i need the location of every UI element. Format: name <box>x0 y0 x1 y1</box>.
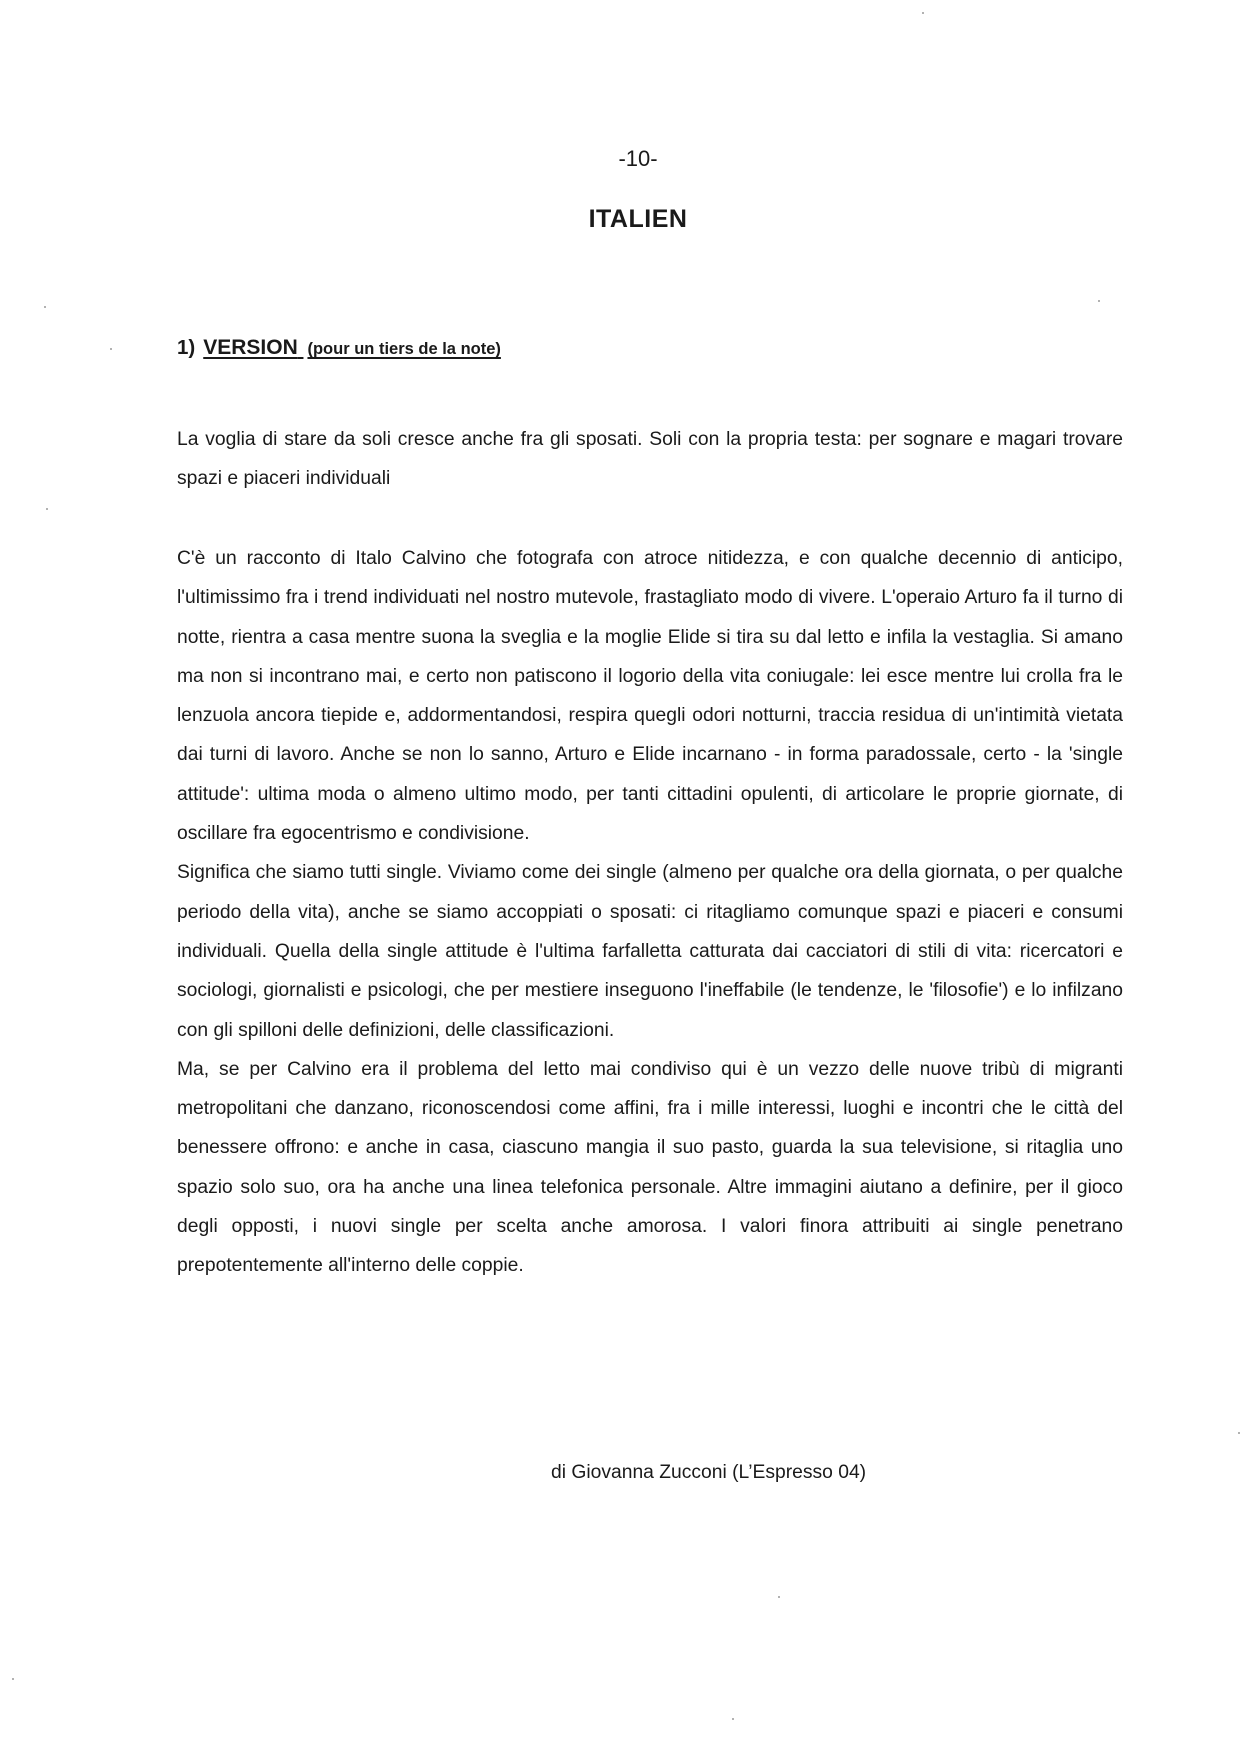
page-number: -10- <box>618 146 658 171</box>
scan-speck <box>1098 300 1100 302</box>
scan-speck <box>44 306 46 308</box>
subject-title: ITALIEN <box>588 205 688 233</box>
section-number: 1) <box>177 336 196 359</box>
article-body <box>177 539 1123 1286</box>
scan-speck <box>732 1718 734 1720</box>
scan-speck <box>46 508 48 510</box>
scan-speck <box>12 1678 14 1680</box>
body-paragraph: Ma, se per Calvino era il problema del letto mai condiviso qui è un vezzo delle nuove tribù di migranti metropolitani che danzano, riconoscendosi come affini, fra i mille interessi, luoghi e incontri che le città del benessere offrono: e anche in casa, ciascuno mangia il suo pasto, guarda la sua televisione, si ritaglia uno spazio solo suo, ora ha anche una linea telefonica personale. Altre immagini aiutano a definire, per il gioco degli opposti, i nuovi single per scelta anche amorosa. I valori finora attribuiti ai single penetrano prepotentemente all'interno delle coppie. <box>177 1058 1123 1277</box>
section-heading <box>177 336 501 360</box>
section-title-underlined <box>203 336 501 359</box>
author-signature: di Giovanna Zucconi (L’Espresso 04) <box>551 1462 867 1483</box>
section-subtitle: (pour un tiers de la note) <box>307 340 501 358</box>
intro-paragraph <box>177 420 1123 499</box>
scan-speck <box>778 1596 780 1598</box>
scan-speck <box>1238 1432 1240 1434</box>
scan-speck <box>922 12 924 14</box>
section-title: VERSION <box>203 336 298 359</box>
scan-speck <box>110 348 112 350</box>
body-paragraph: Significa che siamo tutti single. Viviamo come dei single (almeno per qualche ora della giornata, o per qualche periodo della vita), anche se siamo accoppiati o sposati: ci ritagliamo comunque spazi e piaceri e consumi individuali. Quella della single attitude è l'ultima farfalletta catturata dai cacciatori di stili di vita: ricercatori e sociologi, giornalisti e psicologi, che per mestiere inseguono l'ineffabile (le tendenze, le 'filosofie') e lo infilzano con gli spilloni delle definizioni, delle classificazioni. <box>177 862 1123 1041</box>
body-paragraph: C'è un racconto di Italo Calvino che fotografa con atroce nitidezza, e con qualche decennio di anticipo, l'ultimissimo fra i trend individuati nel nostro mutevole, frastagliato modo di vivere. L'operaio Arturo fa il turno di notte, rientra a casa mentre suona la sveglia e la moglie Elide si tira su dal letto e infila la vestaglia. Si amano ma non si incontrano mai, e certo non patiscono il logorio della vita coniugale: lei esce mentre lui crolla fra le lenzuola ancora tiepide e, addormentandosi, respira quegli odori notturni, traccia residua di un'intimità vietata dai turni di lavoro. Anche se non lo sanno, Arturo e Elide incarnano - in forma paradossale, certo - la 'single attitude': ultima moda o almeno ultimo modo, per tanti cittadini opulenti, di articolare le proprie giornate, di oscillare fra egocentrismo e condivisione. <box>177 548 1123 845</box>
intro-text: La voglia di stare da soli cresce anche fra gli sposati. Soli con la propria testa: per sognare e magari trovare spazi e piaceri individuali <box>177 429 1123 490</box>
